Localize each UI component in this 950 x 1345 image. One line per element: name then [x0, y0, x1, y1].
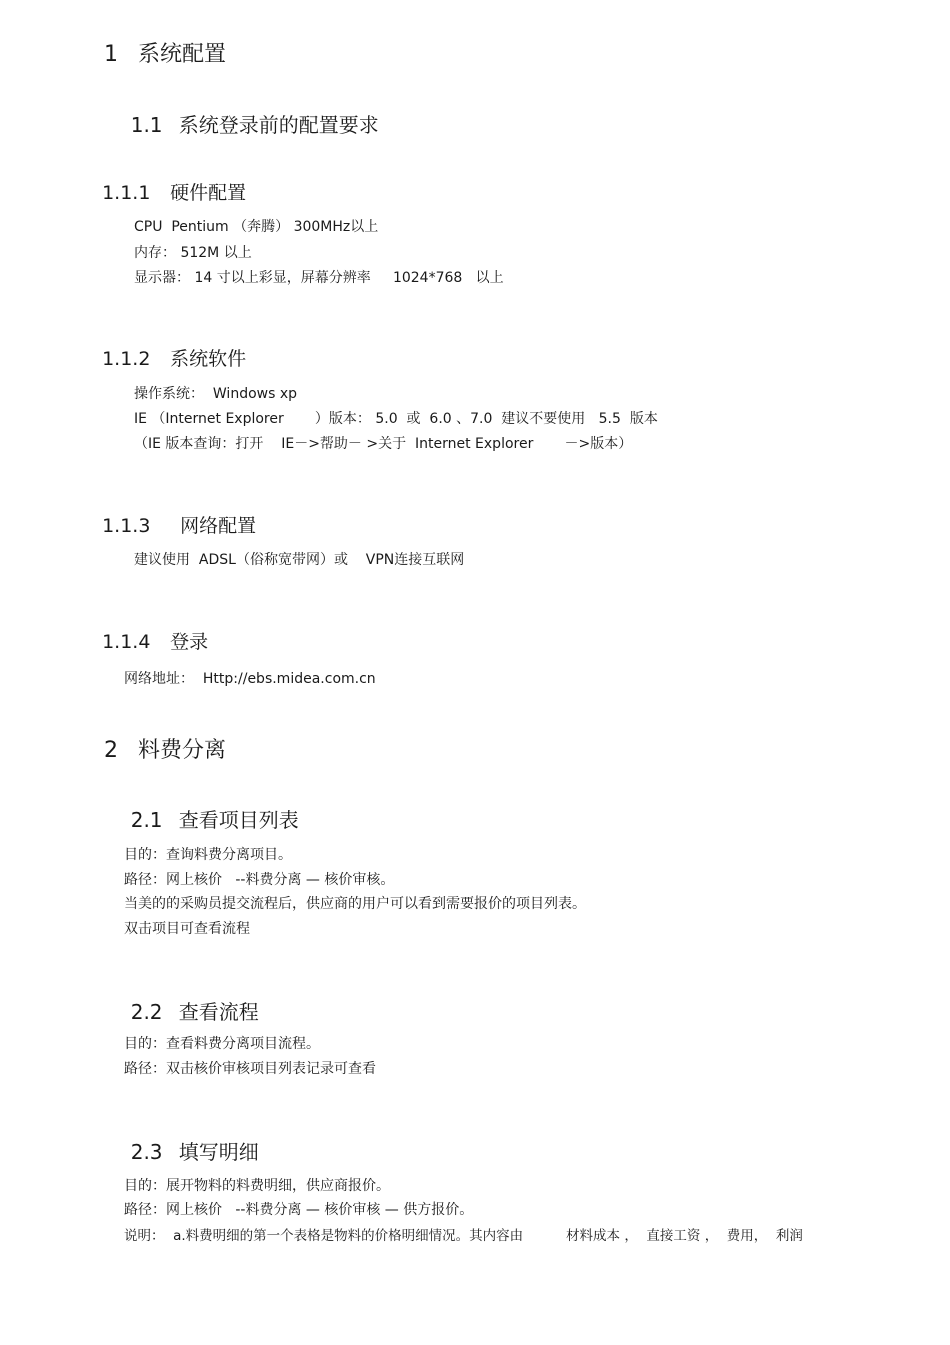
- heading-2: [90, 708, 226, 764]
- heading-title: 查看项目列表: [178, 808, 299, 832]
- heading-number: 2.1: [130, 808, 163, 832]
- paragraph-line: 路径：网上核价 --料费分离 — 核价审核 — 供方报价。: [124, 1202, 474, 1218]
- paragraph-line: （IE 版本查询：打开 IE－>帮助－ >关于 Internet Explorer －>版本）: [134, 436, 633, 452]
- heading-2-3: [118, 1112, 259, 1165]
- heading-title: 查看流程: [178, 1000, 259, 1024]
- heading-2-1: [118, 780, 299, 833]
- paragraph-line: 说明： a.料费明细的第一个表格是物料的价格明细情况。其内容由 材料成本 ， 直接工资 ， 费用， 利润: [124, 1228, 803, 1244]
- paragraph-line: 操作系统： Windows xp: [134, 386, 298, 402]
- paragraph-line: CPU Pentium （奔腾） 300MHz以上: [134, 219, 379, 235]
- paragraph-line: 双击项目可查看流程: [124, 921, 250, 937]
- heading-2-2: [118, 972, 259, 1025]
- heading-number: 1.1: [130, 113, 163, 137]
- heading-number: 2.2: [130, 1000, 163, 1024]
- heading-title: 系统登录前的配置要求: [178, 113, 379, 137]
- heading-title: 硬件配置: [170, 182, 247, 204]
- paragraph-line: 目的：查询料费分离项目。: [124, 847, 292, 863]
- heading-title: 料费分离: [138, 738, 227, 763]
- heading-number: 1: [104, 42, 118, 67]
- paragraph-line: 路径：网上核价 --料费分离 — 核价审核。: [124, 872, 395, 888]
- heading-title: 系统软件: [170, 348, 247, 370]
- paragraph-line: 路径：双击核价审核项目列表记录可查看: [124, 1061, 376, 1077]
- heading-number: 2: [104, 738, 118, 763]
- heading-title: 填写明细: [178, 1140, 259, 1164]
- paragraph-line: 内存： 512M 以上: [134, 245, 252, 261]
- heading-number: 1.1.4: [102, 631, 151, 653]
- heading-title: 登录: [170, 631, 209, 653]
- paragraph-line: 网络地址： Http://ebs.midea.com.cn: [124, 671, 376, 687]
- heading-1-1-1: [90, 156, 246, 205]
- heading-number: 1.1.1: [102, 182, 151, 204]
- heading-1: [90, 12, 226, 68]
- paragraph-line: 当美的的采购员提交流程后，供应商的用户可以看到需要报价的项目列表。: [124, 896, 586, 912]
- paragraph-line: 建议使用 ADSL（俗称宽带网）或 VPN连接互联网: [134, 552, 465, 568]
- heading-1-1: [118, 85, 379, 138]
- heading-1-1-4: [90, 605, 208, 654]
- paragraph-line: 目的：查看料费分离项目流程。: [124, 1036, 320, 1052]
- paragraph-line: IE （Internet Explorer ）版本： 5.0 或 6.0 、7.0 建议不要使用 5.5 版本: [134, 411, 658, 427]
- paragraph-line: 目的：展开物料的料费明细，供应商报价。: [124, 1178, 390, 1194]
- paragraph-line: 显示器： 14 寸以上彩显，屏幕分辨率 1024*768 以上: [134, 270, 504, 286]
- heading-number: 1.1.3: [102, 515, 151, 537]
- heading-title: 网络配置: [180, 515, 257, 537]
- heading-1-1-2: [90, 322, 246, 371]
- heading-title: 系统配置: [138, 42, 227, 67]
- heading-number: 1.1.2: [102, 348, 151, 370]
- heading-1-1-3: [90, 489, 256, 538]
- heading-number: 2.3: [130, 1140, 163, 1164]
